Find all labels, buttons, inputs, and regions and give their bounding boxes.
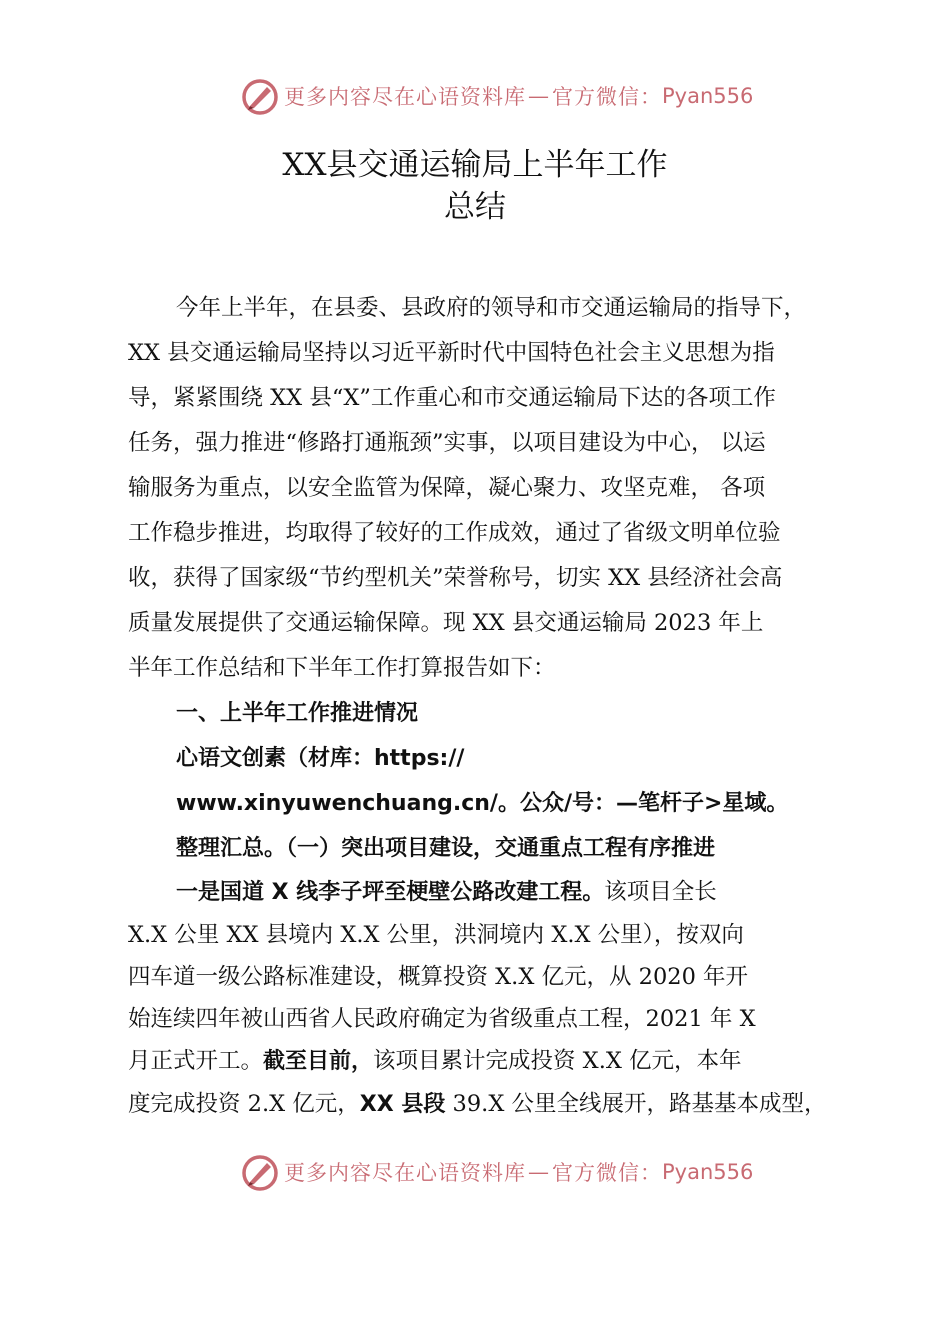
title-line-1: XX县交通运输局上半年工作 [282, 147, 668, 183]
project-lead-rest: 该项目全长 [604, 879, 717, 905]
paragraph-line: 今年上半年，在县委、县政府的领导和市交通运输局的指导下， [176, 295, 807, 321]
project-line: 四车道一级公路标准建设，概算投资 X.X 亿元，从 2020 年开 [128, 964, 749, 990]
project-line [128, 1040, 868, 1083]
watermark-label: 官方微信： [552, 85, 662, 109]
watermark-footer [240, 1150, 760, 1194]
project-line [128, 1083, 868, 1126]
pen-logo-icon [240, 76, 280, 116]
paragraph-line: 半年工作总结和下半年工作打算报告如下： [128, 655, 556, 681]
watermark-dash: — [528, 1160, 550, 1184]
watermark-label: 官方微信： [552, 1161, 662, 1185]
paragraph-line: 输服务为重点，以安全监管为保障，凝心聚力、攻坚克难， 各项 [128, 475, 766, 501]
line-bold: XX 县段 [359, 1092, 446, 1117]
project-line: 始连续四年被山西省人民政府确定为省级重点工程，2021 年 X [128, 1006, 756, 1032]
line-text: 度完成投资 2.X 亿元， [128, 1091, 360, 1117]
paragraph-line: XX 县交通运输局坚持以习近平新时代中国特色社会主义思想为指 [128, 340, 775, 366]
watermark-id: Pyan556 [662, 84, 754, 108]
watermark-id: Pyan556 [662, 1160, 754, 1184]
source-url-line: www.xinyuwenchuang.cn/。公众/号：—笔杆子>星域。 [176, 791, 789, 816]
line-text: 39.X 公里全线展开，路基基本成型， [445, 1091, 827, 1117]
watermark-text: 更多内容尽在心语资料库 [284, 1161, 526, 1185]
project-lead-bold: 一是国道 X 线李子坪至梗壁公路改建工程。 [176, 880, 605, 905]
watermark-dash: — [528, 84, 550, 108]
line-text: 月正式开工。 [128, 1048, 264, 1074]
project-line: X.X 公里 XX 县境内 X.X 公里，洪洞境内 X.X 公里），按双向 [128, 922, 744, 948]
pen-logo-icon [240, 1152, 280, 1192]
subsection-heading: 整理汇总。（一）突出项目建设，交通重点工程有序推进 [176, 836, 716, 861]
document-title [0, 144, 950, 228]
paragraph-line: 质量发展提供了交通运输保障。现 XX 县交通运输局 2023 年上 [128, 610, 764, 636]
paragraph-line: 收，获得了国家级“节约型机关”荣誉称号，切实 XX 县经济社会高 [128, 565, 783, 591]
watermark-header [240, 74, 760, 118]
title-line-2: 总结 [444, 189, 506, 225]
source-line: 心语文创素（材库：https:// [176, 746, 465, 771]
document-body [128, 286, 868, 1126]
section-heading: 一、上半年工作推进情况 [176, 701, 419, 726]
line-text: 该项目累计完成投资 X.X 亿元，本年 [373, 1048, 742, 1074]
paragraph-line: 导，紧紧围绕 XX 县“X”工作重心和市交通运输局下达的各项工作 [128, 385, 776, 411]
project-lead-line [128, 871, 868, 914]
watermark-text: 更多内容尽在心语资料库 [284, 85, 526, 109]
paragraph-line: 工作稳步推进，均取得了较好的工作成效，通过了省级文明单位验 [128, 520, 781, 546]
line-bold: 截至目前， [263, 1049, 374, 1074]
paragraph-line: 任务，强力推进“修路打通瓶颈”实事，以项目建设为中心， 以运 [128, 430, 766, 456]
